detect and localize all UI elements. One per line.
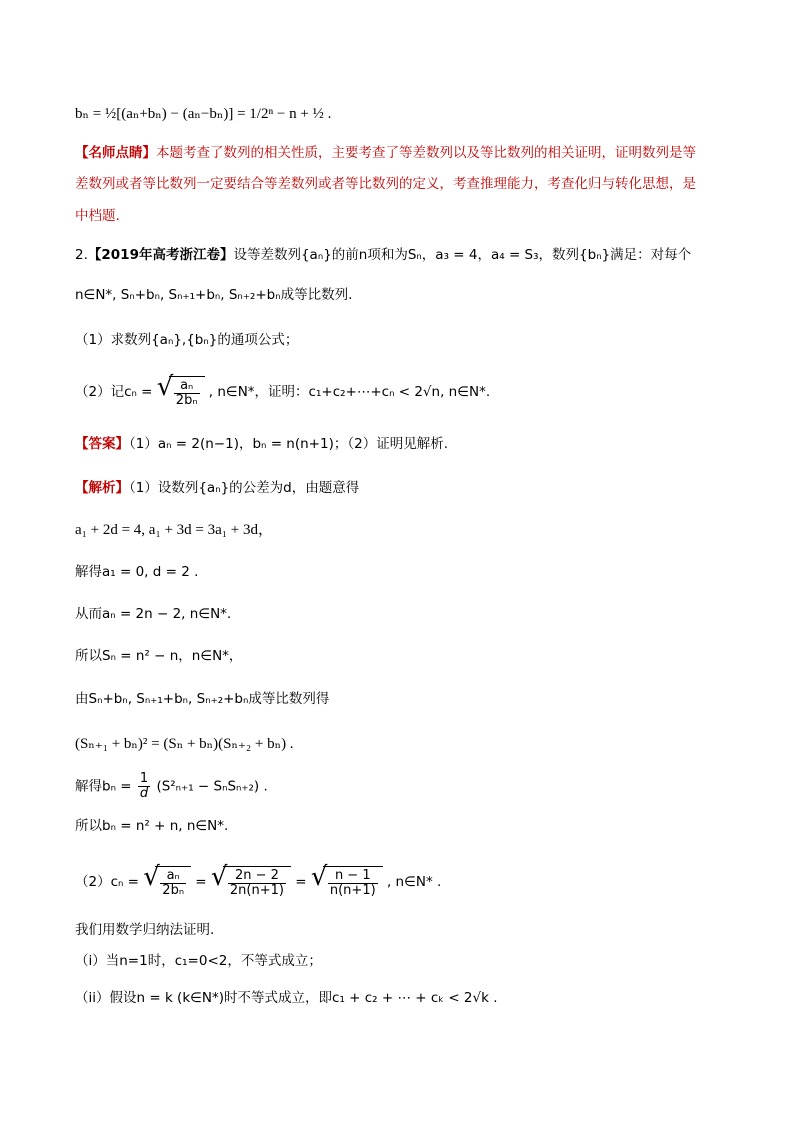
analysis-line-13: （ii）假设n = k (k∈N*)时不等式成立，即c₁ + c₂ + ⋯ + cₖ < 2√k . <box>75 990 498 1006</box>
analysis-line-9: 所以bₙ = n² + n, n∈N*. <box>75 818 229 834</box>
analysis-line-7: (Sₙ₊₁ + bₙ)² = (Sₙ + bₙ)(Sₙ₊₂ + bₙ) . <box>75 736 294 752</box>
answer-text: （1）aₙ = 2(n−1)，bₙ = n(n+1)；（2）证明见解析. <box>129 436 448 452</box>
analysis-8-suffix: (S²ₙ₊₁ − SₙSₙ₊₂) . <box>156 778 268 795</box>
analysis-line-5: 所以Sₙ = n² − n，n∈N*， <box>75 648 243 664</box>
answer-line <box>75 434 724 454</box>
question-number: 2. <box>75 247 88 263</box>
analysis-8-prefix: 解得bₙ = <box>75 778 132 795</box>
teacher-note-line-3: 中档题. <box>75 208 120 224</box>
teacher-note-line-1 <box>75 143 724 163</box>
analysis-line-3: 解得a₁ = 0, d = 2 . <box>75 564 199 580</box>
frac-num-an: √ aₙ <box>174 379 200 394</box>
analysis-10-prefix: （2）cₙ = <box>75 874 139 890</box>
frac-one-over-d: $\frac{1}{d}$ <box>139 771 149 801</box>
eq-sign-2: = <box>295 874 307 890</box>
sqrt-an-2bn: √ $\frac{\text{aₙ}}{\text{2bₙ}}$ <box>143 866 191 898</box>
question-source: 【2019年高考浙江卷】 <box>87 247 234 263</box>
formula-bn: bₙ = ½[(aₙ+bₙ) − (aₙ−bₙ)] = 1/2ⁿ − n + ½ . <box>75 106 332 122</box>
part-2-suffix: , n∈N*，证明：c₁+c₂+⋯+cₙ < 2√n, n∈N*. <box>208 384 491 400</box>
analysis-line-12: （i）当n=1时，c₁=0<2，不等式成立； <box>75 953 322 969</box>
teacher-note-line-2: 差数列或者等比数列一定要结合等差数列或者等比数列的定义，考查推理能力，考查化归与转化思想，是 <box>75 176 696 192</box>
part-2-prefix: （2）记cₙ = <box>75 384 153 400</box>
teacher-note-tag: 【名师点睛】 <box>75 145 156 161</box>
question-2-line-1 <box>75 245 724 265</box>
question-2-part-2 <box>75 376 724 408</box>
analysis-line-1 <box>75 478 724 498</box>
answer-tag: 【答案】 <box>75 436 129 452</box>
analysis-line-2: a₁ + 2d = 4, a₁ + 3d = 3a₁ + 3d， <box>75 522 273 538</box>
analysis-line-4: 从而aₙ = 2n − 2, n∈N*. <box>75 606 232 622</box>
frac-den-2bn: 2bₙ <box>175 393 198 408</box>
question-text-a: 设等差数列{aₙ}的前n项和为Sₙ，a₃ = 4，a₄ = S₃，数列{bₙ}满足：对每个 <box>233 247 692 263</box>
analysis-text-1: （1）设数列{aₙ}的公差为d，由题意得 <box>129 480 360 496</box>
analysis-line-6: 由Sₙ+bₙ, Sₙ₊₁+bₙ, Sₙ₊₂+bₙ成等比数列得 <box>75 691 330 707</box>
sqrt-2n-2: √ $\frac{2n - 2}{2n(n+1)}$ <box>211 866 291 898</box>
formula-bn-line <box>75 104 724 124</box>
sqrt-n-1: √ $\frac{n - 1}{n(n+1)}$ <box>311 866 383 898</box>
analysis-line-10 <box>75 866 724 898</box>
question-2-part-1: （1）求数列{aₙ},{bₙ}的通项公式； <box>75 332 299 348</box>
sqrt-cn <box>157 376 205 408</box>
teacher-note-text-1: 本题考查了数列的相关性质，主要考查了等差数列以及等比数列的相关证明，证明数列是等 <box>156 145 696 161</box>
analysis-tag: 【解析】 <box>75 480 129 496</box>
analysis-line-8 <box>75 772 724 801</box>
analysis-line-11: 我们用数学归纳法证明. <box>75 922 215 938</box>
question-2-line-2: n∈N*, Sₙ+bₙ, Sₙ₊₁+bₙ, Sₙ₊₂+bₙ成等比数列. <box>75 287 353 303</box>
analysis-10-suffix: , n∈N* . <box>386 874 442 890</box>
eq-sign-1: = <box>195 874 207 890</box>
